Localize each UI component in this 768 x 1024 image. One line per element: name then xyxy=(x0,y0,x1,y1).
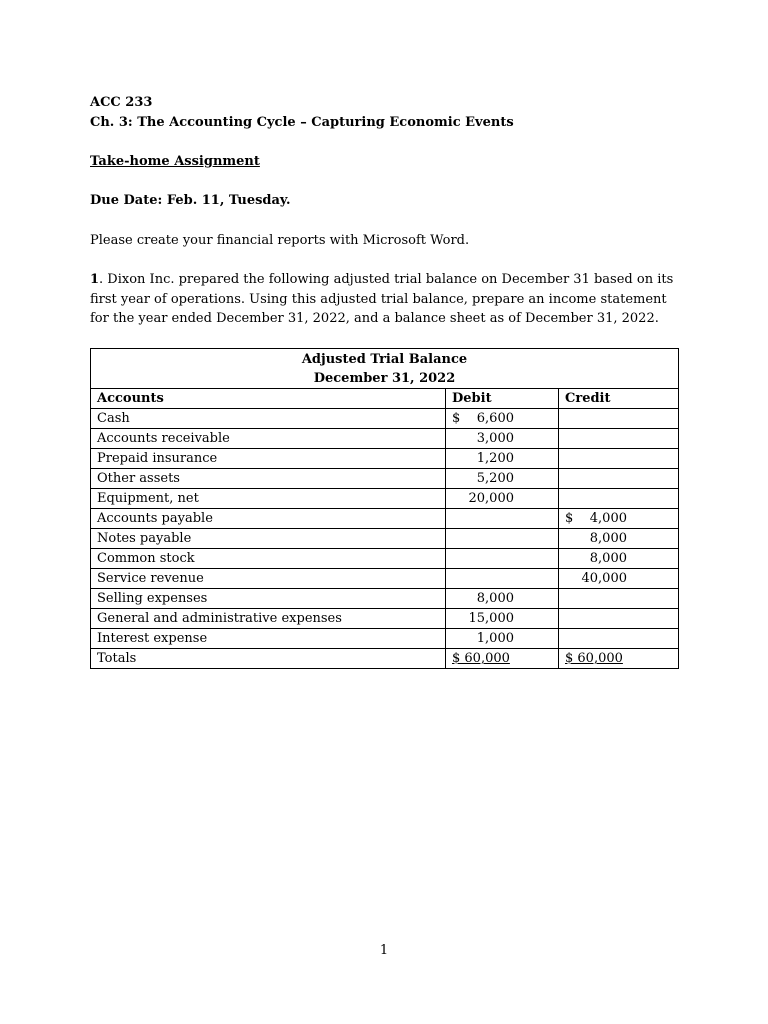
assignment-heading: Take-home Assignment xyxy=(90,154,260,169)
account-name: Prepaid insurance xyxy=(91,449,446,469)
totals-label: Totals xyxy=(91,649,446,669)
account-name: Common stock xyxy=(91,549,446,569)
table-row xyxy=(91,629,679,649)
totals-credit: $ 60,000 xyxy=(565,651,623,666)
debit-cell xyxy=(446,549,559,569)
header-credit: Credit xyxy=(559,389,679,409)
table-row xyxy=(91,409,679,429)
credit-cell xyxy=(559,609,679,629)
table-date: December 31, 2022 xyxy=(313,371,456,386)
debit-dollar-sign: $ xyxy=(452,411,461,426)
debit-cell xyxy=(446,629,559,649)
credit-cell xyxy=(559,589,679,609)
debit-cell xyxy=(446,429,559,449)
totals-debit-cell xyxy=(446,649,559,669)
debit-amount: 15,000 xyxy=(468,611,514,626)
adjusted-trial-balance-table xyxy=(90,348,679,669)
table-body xyxy=(91,409,679,649)
course-code: ACC 233 xyxy=(90,95,153,110)
credit-cell xyxy=(559,489,679,509)
totals-credit-cell xyxy=(559,649,679,669)
debit-cell xyxy=(446,409,559,429)
page-number: 1 xyxy=(379,943,389,958)
credit-amount: 8,000 xyxy=(589,531,627,546)
debit-cell xyxy=(446,529,559,549)
debit-cell xyxy=(446,449,559,469)
account-name: Interest expense xyxy=(91,629,446,649)
totals-debit: $ 60,000 xyxy=(452,651,510,666)
debit-cell xyxy=(446,589,559,609)
table-title-row xyxy=(91,349,679,389)
account-name: Service revenue xyxy=(91,569,446,589)
credit-cell xyxy=(559,529,679,549)
question-1 xyxy=(90,270,680,329)
debit-amount: 20,000 xyxy=(468,491,514,506)
debit-amount: 8,000 xyxy=(476,591,514,606)
debit-cell xyxy=(446,509,559,529)
credit-cell xyxy=(559,449,679,469)
credit-amount: 8,000 xyxy=(589,551,627,566)
account-name: Cash xyxy=(91,409,446,429)
credit-cell xyxy=(559,509,679,529)
table-header-row xyxy=(91,389,679,409)
table-row xyxy=(91,469,679,489)
table-row xyxy=(91,569,679,589)
table-row xyxy=(91,529,679,549)
table-row xyxy=(91,549,679,569)
account-name: General and administrative expenses xyxy=(91,609,446,629)
table-row xyxy=(91,589,679,609)
credit-cell xyxy=(559,469,679,489)
question-number: 1 xyxy=(90,272,100,287)
account-name: Equipment, net xyxy=(91,489,446,509)
credit-amount: 40,000 xyxy=(581,571,627,586)
table-row xyxy=(91,449,679,469)
question-text: . Dixon Inc. prepared the following adjusted trial balance on December 31 based on its first year of operations. Using this adjusted trial balance, prepare an income statement for the year ended December 31, 2022, and a balance sheet as of December 31, 2022. xyxy=(90,272,674,326)
table-row xyxy=(91,429,679,449)
debit-amount: 1,200 xyxy=(476,451,514,466)
debit-amount: 3,000 xyxy=(476,431,514,446)
credit-cell xyxy=(559,429,679,449)
debit-cell xyxy=(446,469,559,489)
credit-cell xyxy=(559,629,679,649)
account-name: Accounts receivable xyxy=(91,429,446,449)
table-row xyxy=(91,609,679,629)
credit-dollar-sign: $ xyxy=(565,511,574,526)
credit-cell xyxy=(559,569,679,589)
table-row xyxy=(91,509,679,529)
debit-cell xyxy=(446,609,559,629)
credit-cell xyxy=(559,549,679,569)
account-name: Other assets xyxy=(91,469,446,489)
header-accounts: Accounts xyxy=(91,389,446,409)
account-name: Notes payable xyxy=(91,529,446,549)
table-title xyxy=(91,349,679,389)
credit-amount: 4,000 xyxy=(589,511,627,526)
table-row xyxy=(91,489,679,509)
debit-amount: 1,000 xyxy=(476,631,514,646)
account-name: Selling expenses xyxy=(91,589,446,609)
chapter-title: Ch. 3: The Accounting Cycle – Capturing Economic Events xyxy=(90,115,514,130)
debit-amount: 6,600 xyxy=(476,411,514,426)
instructions: Please create your financial reports with Microsoft Word. xyxy=(90,233,470,248)
table-title-text: Adjusted Trial Balance xyxy=(301,352,468,367)
due-date: Due Date: Feb. 11, Tuesday. xyxy=(90,193,291,208)
credit-cell xyxy=(559,409,679,429)
debit-cell xyxy=(446,569,559,589)
debit-amount: 5,200 xyxy=(476,471,514,486)
totals-row xyxy=(91,649,679,669)
account-name: Accounts payable xyxy=(91,509,446,529)
debit-cell xyxy=(446,489,559,509)
header-debit: Debit xyxy=(446,389,559,409)
